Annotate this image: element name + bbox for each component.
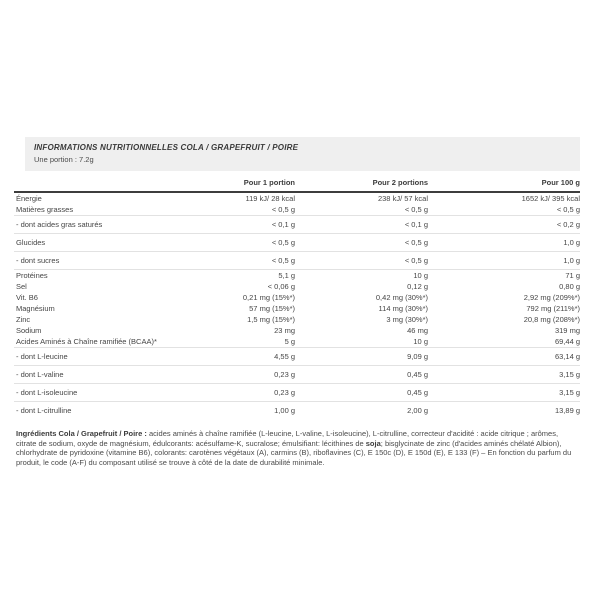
table-row	[14, 216, 580, 234]
row-value-100g: 792 mg (211%*)	[526, 304, 580, 313]
row-value-1-portion: 0,23 g	[274, 370, 295, 379]
row-value-1-portion: < 0,1 g	[271, 220, 295, 229]
row-value-1-portion: 1,5 mg (15%*)	[247, 315, 295, 324]
ingredients-allergen-soja: soja	[365, 438, 381, 448]
column-header-100g: Pour 100 g	[541, 178, 580, 187]
table-row	[14, 384, 580, 402]
row-value-100g: 2,92 mg (209%*)	[523, 293, 580, 302]
row-value-100g: 0,80 g	[559, 282, 580, 291]
row-value-2-portions: 46 mg	[407, 326, 428, 335]
row-value-2-portions: 114 mg (30%*)	[378, 304, 428, 313]
row-label: - dont L-isoleucine	[16, 388, 78, 397]
row-value-100g: 13,89 g	[554, 406, 580, 415]
row-value-1-portion: < 0,06 g	[267, 282, 295, 291]
table-row	[14, 348, 580, 366]
row-label: Sodium	[16, 326, 42, 335]
row-value-100g: < 0,5 g	[556, 205, 580, 214]
row-value-2-portions: 0,45 g	[407, 388, 428, 397]
row-label: Magnésium	[16, 304, 55, 313]
ingredients-lead: Ingrédients Cola / Grapefruit / Poire :	[16, 429, 147, 438]
row-value-2-portions: 0,42 mg (30%*)	[375, 293, 428, 302]
table-row	[14, 281, 580, 292]
row-value-1-portion: 0,23 g	[274, 388, 295, 397]
column-header-1-portion: Pour 1 portion	[243, 178, 295, 187]
row-value-100g: < 0,2 g	[556, 220, 580, 229]
column-header-2-portions: Pour 2 portions	[372, 178, 428, 187]
row-label: Protéines	[16, 271, 48, 280]
row-value-1-portion: 23 mg	[274, 326, 295, 335]
row-value-1-portion: 57 mg (15%*)	[249, 304, 295, 313]
row-value-2-portions: < 0,5 g	[404, 238, 428, 247]
row-label: Acides Aminés à Chaîne ramifiée (BCAA)*	[16, 337, 157, 346]
row-value-1-portion: 119 kJ/ 28 kcal	[245, 194, 295, 203]
row-value-2-portions: 0,12 g	[407, 282, 428, 291]
table-row	[14, 292, 580, 303]
table-row	[14, 402, 580, 419]
row-value-1-portion: 5,1 g	[278, 271, 295, 280]
row-value-100g: 1,0 g	[563, 256, 580, 265]
row-value-100g: 1652 kJ/ 395 kcal	[521, 194, 580, 203]
table-header-row	[14, 174, 580, 193]
row-value-2-portions: 9,09 g	[407, 352, 428, 361]
row-value-100g: 20,8 mg (208%*)	[523, 315, 580, 324]
row-value-2-portions: 3 mg (30%*)	[386, 315, 428, 324]
row-value-1-portion: 0,21 mg (15%*)	[242, 293, 295, 302]
row-value-100g: 3,15 g	[559, 388, 580, 397]
table-row	[14, 193, 580, 204]
row-value-100g: 71 g	[565, 271, 580, 280]
row-value-2-portions: 238 kJ/ 57 kcal	[377, 194, 428, 203]
portion-size: Une portion : 7.2g	[34, 155, 94, 164]
table-row	[14, 314, 580, 325]
ingredients-text-1: acides aminés à chaîne ramifiée (L-leucine, L-valine, L-isoleucine), L-citrulline, correcteur d'acidité : acide citrique ; arômes, citrate de sodium, oxyde de magnésium, édulcorants: acésulfame-K, sucralose; émulsifiant: lécithines de	[16, 429, 559, 448]
row-value-100g: 3,15 g	[559, 370, 580, 379]
row-label: - dont sucres	[16, 256, 60, 265]
table-row	[14, 252, 580, 270]
table-row	[14, 234, 580, 252]
row-value-100g: 1,0 g	[563, 238, 580, 247]
row-value-1-portion: 5 g	[284, 337, 295, 346]
row-value-1-portion: < 0,5 g	[271, 238, 295, 247]
ingredients-paragraph	[14, 429, 580, 467]
row-label: - dont L-citrulline	[16, 406, 72, 415]
row-value-1-portion: 4,55 g	[274, 352, 295, 361]
row-value-2-portions: 10 g	[413, 271, 428, 280]
panel-title: INFORMATIONS NUTRITIONNELLES COLA / GRAPEFRUIT / POIRE	[34, 143, 299, 152]
table-row	[14, 303, 580, 314]
row-value-2-portions: < 0,1 g	[404, 220, 428, 229]
row-label: Matières grasses	[16, 205, 74, 214]
ingredients-text-2: ; bisglycinate de zinc (d'acides aminés chélaté Albion), chlorhydrate de pyridoxine (vitamine B6), colorants: carotènes végétaux (A), carmins (B), riboflavines (C), E 150c (D), E 150d (E), E 133 (F) – En fonction du parfum du produit, le code (A-F) du composant utilisé se trouve à côté de la date de durabilité minimale.	[16, 438, 572, 467]
row-label: Zinc	[16, 315, 31, 324]
table-row	[14, 336, 580, 348]
row-value-1-portion: < 0,5 g	[271, 256, 295, 265]
row-value-1-portion: < 0,5 g	[271, 205, 295, 214]
table-row	[14, 325, 580, 336]
row-value-100g: 69,44 g	[554, 337, 580, 346]
nutrition-table-body	[14, 193, 580, 419]
table-row	[14, 366, 580, 384]
row-value-2-portions: 2,00 g	[407, 406, 428, 415]
panel-header	[25, 137, 580, 171]
row-label: - dont acides gras saturés	[16, 220, 103, 229]
row-label: Vit. B6	[16, 293, 38, 302]
row-value-2-portions: < 0,5 g	[404, 256, 428, 265]
row-label: - dont L-valine	[16, 370, 64, 379]
row-label: - dont L-leucine	[16, 352, 68, 361]
row-value-100g: 319 mg	[554, 326, 580, 335]
row-label: Glucides	[16, 238, 46, 247]
row-value-100g: 63,14 g	[554, 352, 580, 361]
row-value-1-portion: 1,00 g	[274, 406, 295, 415]
table-row	[14, 270, 580, 281]
row-value-2-portions: 0,45 g	[407, 370, 428, 379]
row-label: Sel	[16, 282, 27, 291]
row-value-2-portions: 10 g	[413, 337, 428, 346]
row-value-2-portions: < 0,5 g	[404, 205, 428, 214]
table-row	[14, 204, 580, 216]
nutrition-panel	[14, 137, 580, 467]
row-label: Énergie	[16, 194, 42, 203]
